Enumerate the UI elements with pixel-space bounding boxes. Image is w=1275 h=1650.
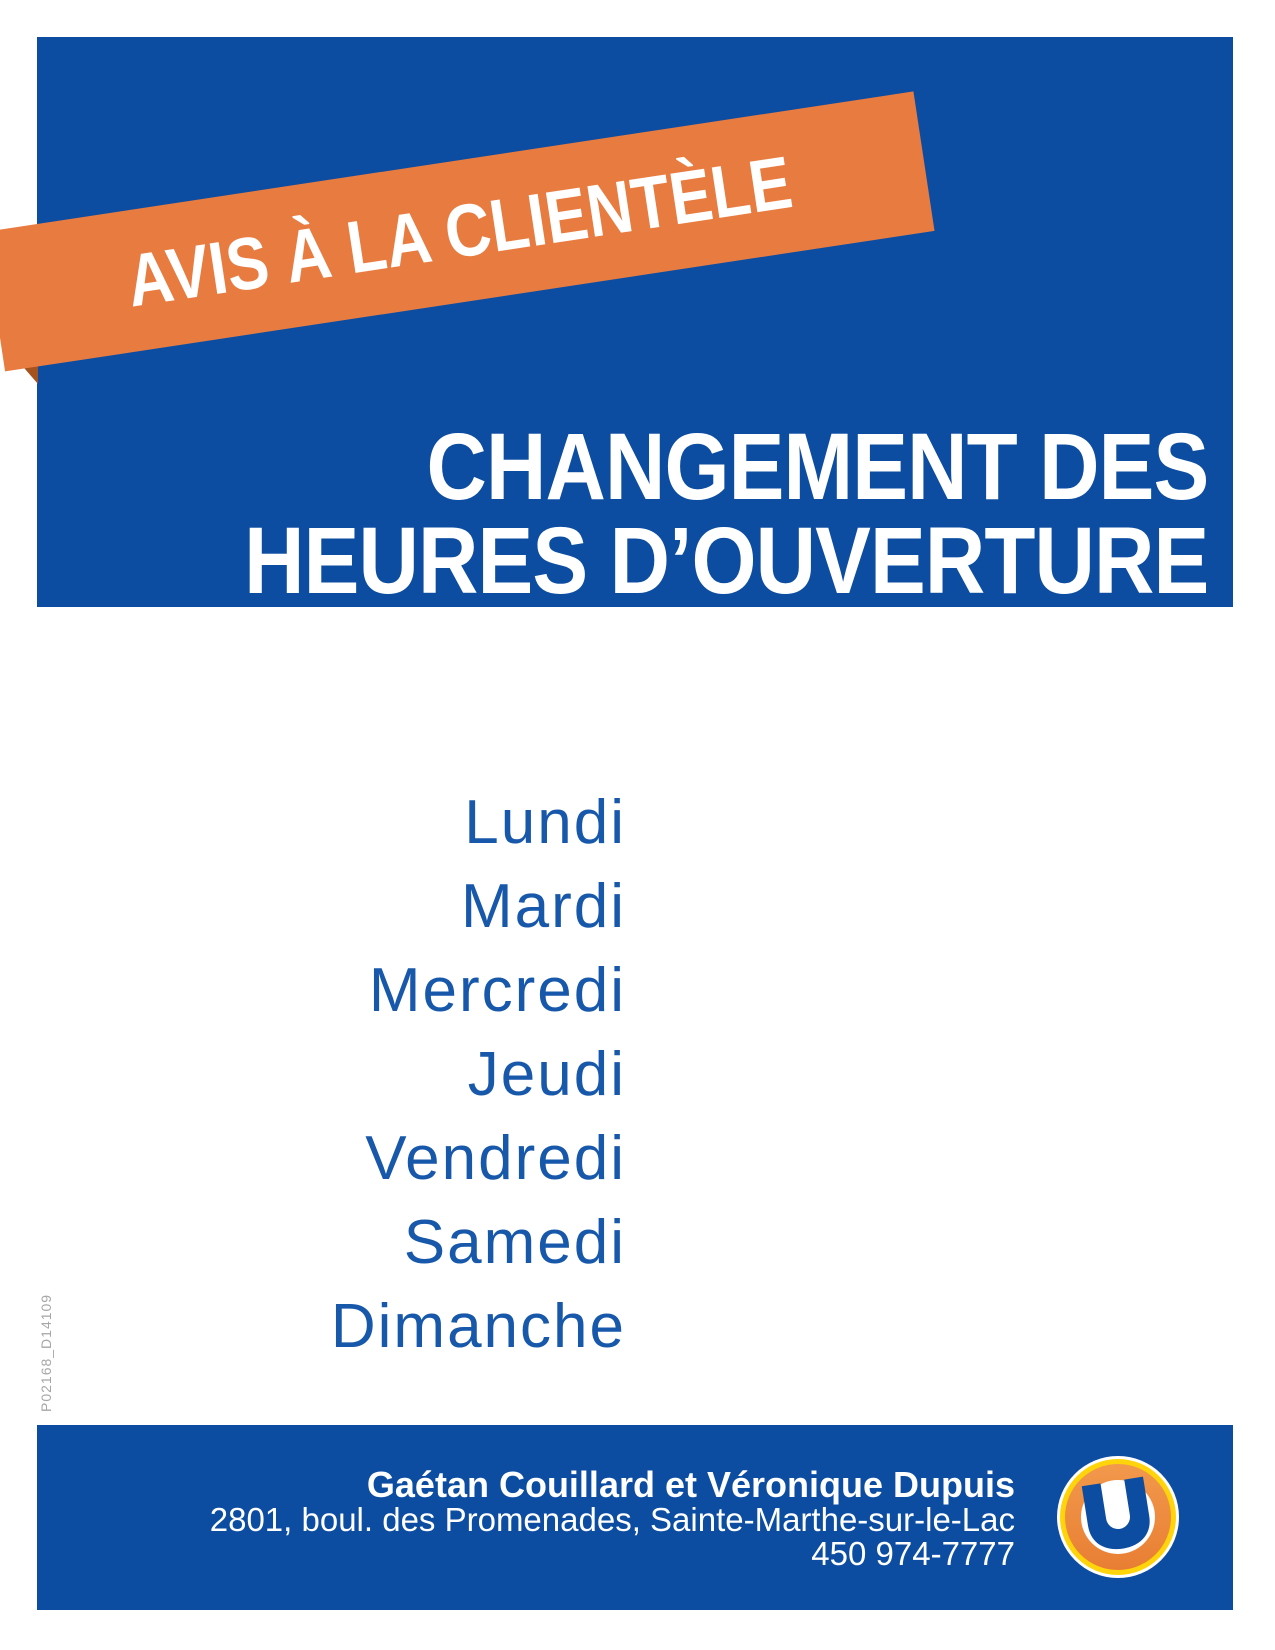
logo-u-icon	[1057, 1456, 1179, 1578]
days-list	[0, 781, 626, 1369]
day-label: Vendredi	[365, 1124, 626, 1193]
day-label: Mardi	[460, 872, 626, 941]
print-code: P02168_D14109	[38, 1293, 54, 1412]
day-label: Lundi	[464, 788, 626, 857]
title-line-1: CHANGEMENT DES	[426, 414, 1209, 520]
phone-line: 450 974-7777	[811, 1535, 1015, 1572]
owners-line: Gaétan Couillard et Véronique Dupuis	[366, 1464, 1015, 1505]
day-label: Jeudi	[467, 1040, 626, 1109]
address-line: 2801, boul. des Promenades, Sainte-Marthe-sur-le-Lac	[209, 1501, 1015, 1538]
title-line-2: HEURES D’OUVERTURE	[244, 508, 1209, 614]
footer-bar	[37, 1425, 1233, 1610]
day-label: Mercredi	[368, 956, 626, 1025]
notice-title	[218, 414, 1270, 614]
day-label: Dimanche	[330, 1292, 626, 1361]
day-label: Samedi	[403, 1208, 626, 1277]
ribbon-label: AVIS À LA CLIENTÈLE	[121, 140, 798, 323]
uniprix-logo	[1057, 1456, 1179, 1578]
